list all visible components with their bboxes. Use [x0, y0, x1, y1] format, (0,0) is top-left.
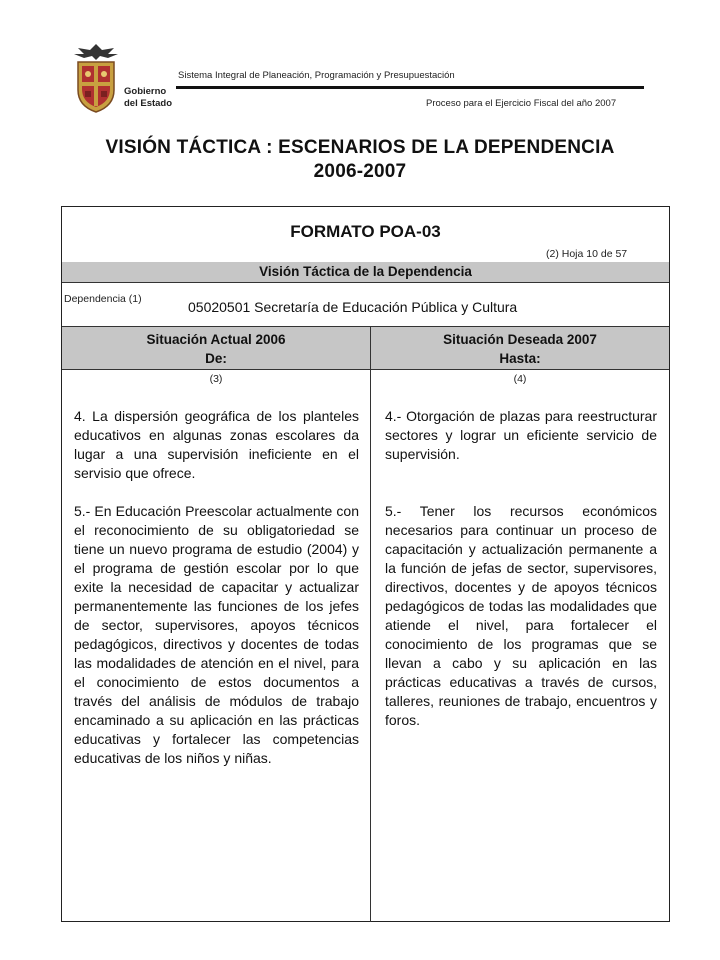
process-label: Proceso para el Ejercicio Fiscal del año 2007 [426, 98, 617, 109]
column-divider [370, 327, 371, 922]
section-title: Visión Táctica de la Dependencia [259, 264, 472, 279]
dependency-value: 05020501 Secretaría de Educación Pública y Cultura [188, 299, 518, 315]
current-item-4: 4. La dispersión geográfica de los planteles educativos en algunas zonas escolares da lugar a una supervisión ineficiente en el servisio que ofrece. [74, 408, 359, 481]
form-name: FORMATO POA-03 [290, 222, 441, 241]
system-name: Sistema Integral de Planeación, Programación y Presupuestación [178, 70, 455, 81]
page-title-line-2: 2006-2007 [313, 161, 407, 182]
current-item-5: 5.- En Educación Preescolar actualmente con el reconocimiento de su obligatoriedad se tiene un nuevo programa de estudio (2004) y el programa de gestión escolar por lo que exite la necesidad de capacitar y actualizar permanentemente las funciones de los jefes de sector, supervisores, apoyos técnicos pedagógicos, directivos y docentes de todas las modalidades de atención en el nivel, para el conocimiento de estos documentos a través del análisis de módulos de trabajo encaminado a su aplicación en las prácticas educativas y fortalecer las competencias educativas de los niños y niñas. [74, 503, 359, 766]
page-title-line-1: VISIÓN TÁCTICA : ESCENARIOS DE LA DEPENDENCIA [105, 137, 615, 158]
divider [62, 282, 669, 283]
current-situation-header [62, 330, 370, 368]
page-title [0, 136, 720, 184]
current-column-number: (3) [209, 373, 223, 385]
desired-item-4: 4.- Otorgación de plazas para reestructurar sectores y lograr un eficiente servicio de supervisión. [385, 408, 657, 462]
desired-situation-header [371, 330, 669, 368]
desired-situation-sub: Hasta: [499, 351, 541, 366]
gov-line-1: Gobierno [124, 86, 167, 97]
state-coat-of-arms-icon [70, 42, 122, 114]
government-label [124, 86, 172, 110]
current-situation-sub: De: [205, 351, 227, 366]
desired-item-5: 5.- Tener los recursos económicos necesarios para continuar un proceso de capacitación y actualización permanente a la función de jefas de sector, supervisores, directivos, docentes y de apoyos técnicos pedagógicos de todas las modalidades que atiende el nivel, para fortalecer el conocimiento de los programas que se llevan a cabo y su aplicación en las prácticas educativas a través de cursos, talleres, reuniones de trabajo, encuentros y foros. [385, 503, 657, 728]
dependency-label: Dependencia (1) [64, 293, 142, 305]
gov-line-2: del Estado [124, 98, 173, 109]
page-reference: (2) Hoja 10 de 57 [546, 248, 628, 260]
desired-situation-title: Situación Deseada 2007 [443, 332, 597, 347]
divider [62, 369, 669, 370]
header-rule [176, 86, 644, 89]
desired-column-number: (4) [513, 373, 527, 385]
current-situation-title: Situación Actual 2006 [146, 332, 286, 347]
